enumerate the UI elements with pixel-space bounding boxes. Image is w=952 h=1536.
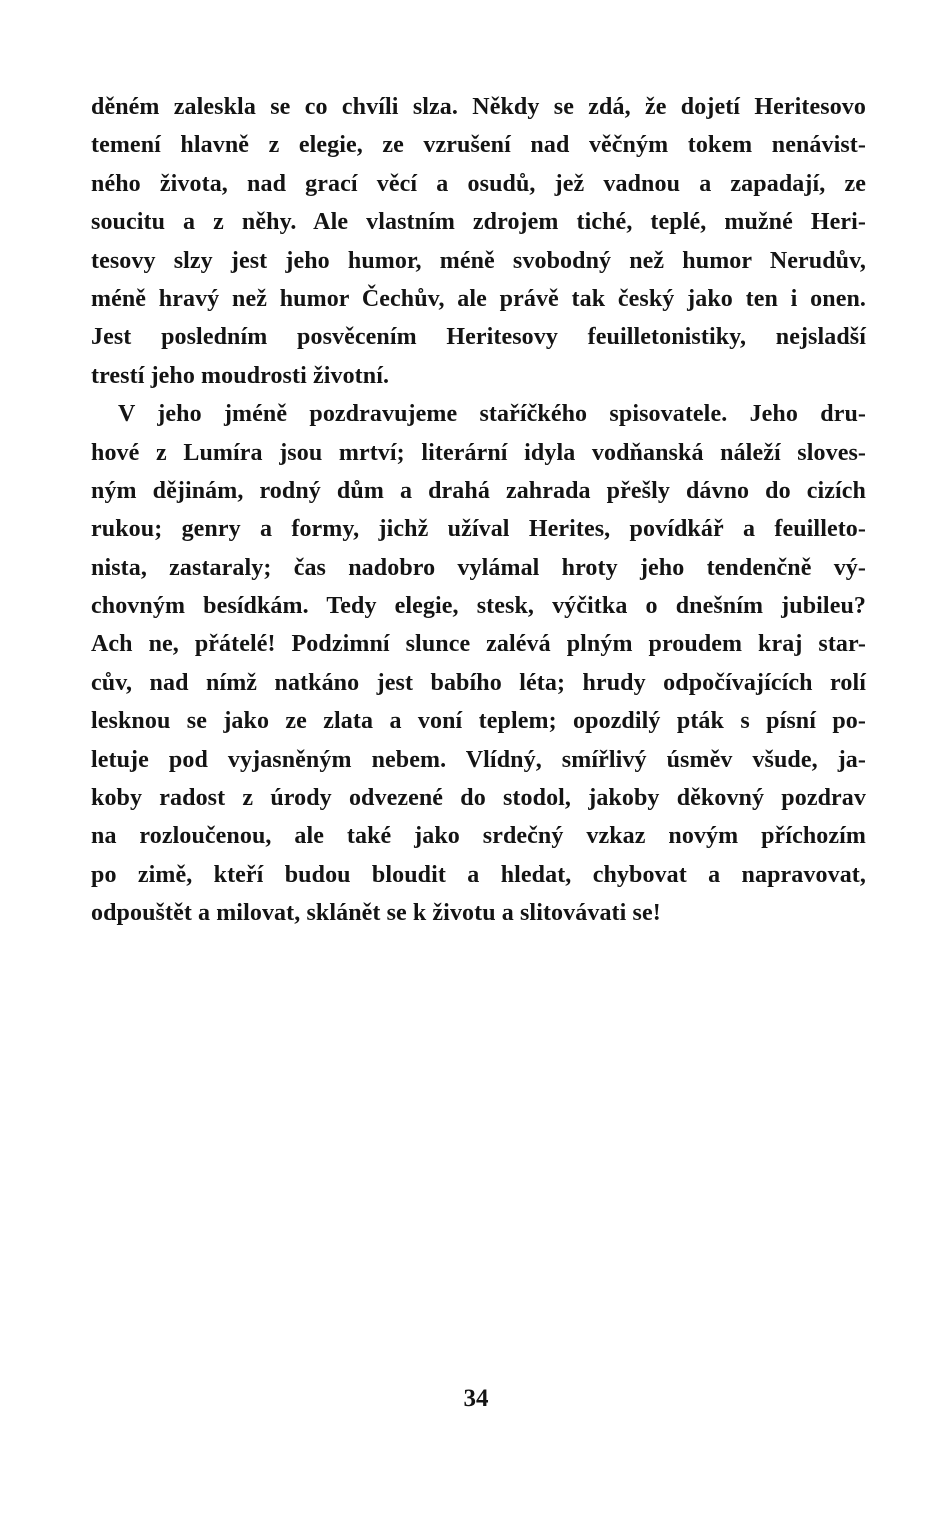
text-line: děném zaleskla se co chvíli slza. Někdy se zdá, že dojetí Heritesovo [91,94,866,120]
text-line: Ach ne, přátelé! Podzimní slunce zalévá plným proudem kraj star- [91,631,866,658]
text-line: chovným besídkám. Tedy elegie, stesk, výčitka o dnešním jubileu? [91,593,866,620]
text-line: hové z Lumíra jsou mrtví; literární idyla vodňanská náleží sloves- [91,439,866,466]
text-line: lesknou se jako ze zlata a voní teplem; opozdilý pták s písní po- [91,708,866,735]
text-line: nista, zastaraly; čas nadobro vylámal hroty jeho tendenčně vý- [91,554,866,581]
text-line: ným dějinám, rodný dům a drahá zahrada přešly dávno do cizích [91,477,866,504]
text-line: letuje pod vyjasněným nebem. Vlídný, smířlivý úsměv všude, ja- [91,746,866,773]
text-line: V jeho jméně pozdravujeme staříčkého spisovatele. Jeho dru- [118,401,866,428]
text-line: tesovy slzy jest jeho humor, méně svobodný než humor Nerudův, [91,247,866,274]
page-number: 34 [463,1385,489,1412]
text-line: po zimě, kteří budou bloudit a hledat, chybovat a napravovat, [91,861,866,888]
text-line: na rozloučenou, ale také jako srdečný vzkaz novým příchozím [91,823,866,850]
paragraph-2 [91,395,866,932]
text-line: odpouštět a milovat, sklánět se k životu a slitovávati se! [91,900,661,927]
text-line: méně hravý než humor Čechův, ale právě tak český jako ten i onen. [91,285,866,312]
text-line: soucitu a z něhy. Ale vlastním zdrojem tiché, teplé, mužné Heri- [91,209,866,236]
text-line: ného života, nad grací věcí a osudů, jež vadnou a zapadají, ze [91,170,866,197]
text-line: koby radost z úrody odvezené do stodol, jakoby děkovný pozdrav [91,785,866,812]
text-line: Jest posledním posvěcením Heritesovy feuilletonistiky, nejsladší [91,324,866,351]
text-line: trestí jeho moudrosti životní. [91,362,390,389]
body-text [91,88,866,933]
paragraph-1 [91,88,866,395]
text-line: cův, nad nímž natkáno jest babího léta; hrudy odpočívajících rolí [91,669,866,696]
text-line: rukou; genry a formy, jichž užíval Herites, povídkář a feuilleto- [91,516,866,543]
text-line: temení hlavně z elegie, ze vzrušení nad věčným tokem nenávist- [91,132,866,159]
